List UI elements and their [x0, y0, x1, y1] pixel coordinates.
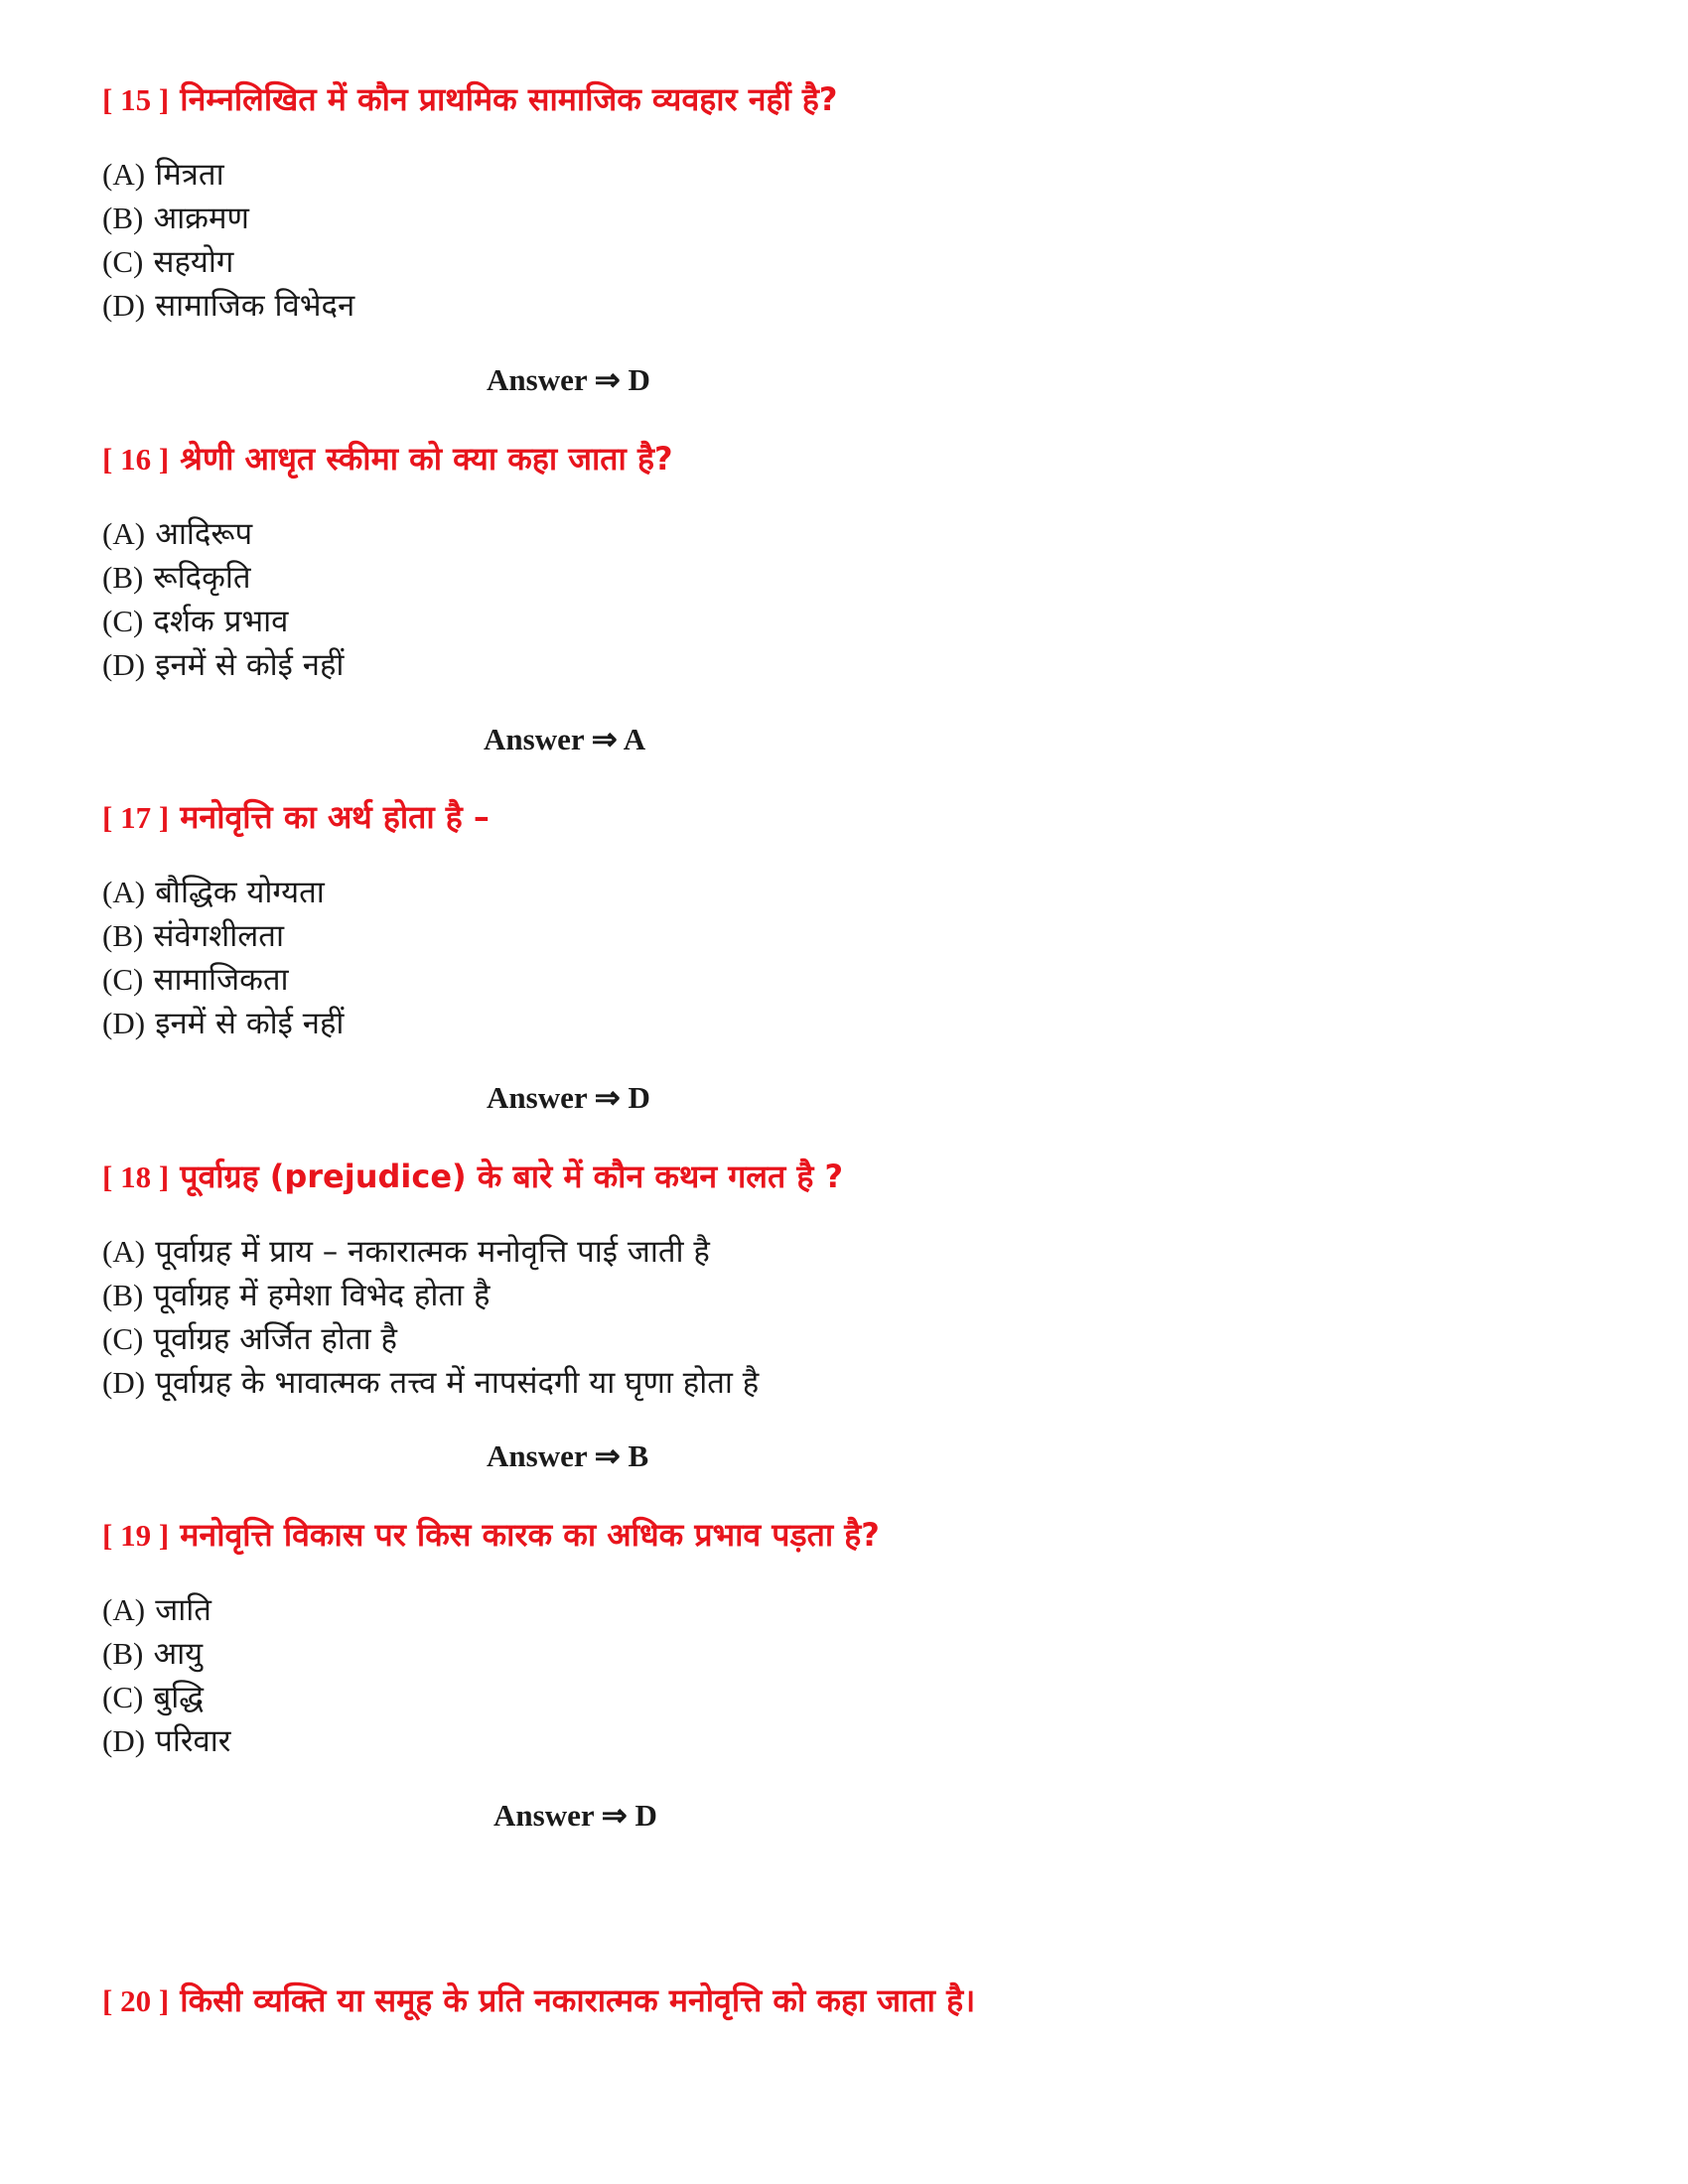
- option-text: रूदिकृति: [153, 560, 251, 596]
- option-text: इनमें से कोई नहीं: [155, 647, 345, 683]
- option-b: [102, 1273, 1592, 1316]
- option-d: [102, 642, 1592, 686]
- option-b: [102, 196, 1592, 239]
- question-heading: [102, 1513, 1592, 1558]
- option-letter: (D): [102, 647, 146, 682]
- question-heading: [102, 795, 1592, 840]
- option-a: [102, 1587, 1592, 1631]
- option-text: आयु: [153, 1636, 204, 1672]
- answer-18: Answer ⇒ B: [487, 1438, 649, 1473]
- question-text: किसी व्यक्ति या समूह के प्रति नकारात्मक मनोवृत्ति को कहा जाता है।: [180, 1981, 976, 2019]
- question-number: [ 16 ]: [102, 442, 170, 477]
- option-c: [102, 239, 1592, 283]
- option-letter: (D): [102, 288, 146, 323]
- question-16: [102, 437, 1592, 686]
- option-c: [102, 957, 1592, 1001]
- option-b: [102, 555, 1592, 599]
- option-letter: (A): [102, 1592, 146, 1627]
- question-number: [ 18 ]: [102, 1160, 170, 1194]
- option-c: [102, 1316, 1592, 1360]
- option-text: इनमें से कोई नहीं: [155, 1006, 345, 1041]
- option-d: [102, 1360, 1592, 1404]
- option-letter: (D): [102, 1723, 146, 1758]
- answer-15: Answer ⇒ D: [487, 362, 650, 397]
- question-text: पूर्वाग्रह (prejudice) के बारे में कौन कथन गलत है ?: [180, 1158, 844, 1195]
- option-letter: (B): [102, 1278, 144, 1312]
- option-letter: (C): [102, 1680, 144, 1714]
- option-text: आदिरूप: [155, 516, 253, 552]
- option-text: पूर्वाग्रह अर्जित होता है: [153, 1321, 397, 1357]
- question-15: [102, 77, 1592, 327]
- option-text: संवेगशीलता: [153, 918, 284, 954]
- option-letter: (B): [102, 918, 144, 953]
- option-list: [102, 152, 1592, 327]
- option-text: पूर्वाग्रह में प्राय – नकारात्मक मनोवृत्ति पाई जाती है: [155, 1234, 710, 1270]
- question-text: श्रेणी आधृत स्कीमा को क्या कहा जाता है?: [180, 440, 673, 478]
- option-letter: (B): [102, 1636, 144, 1671]
- option-text: सहयोग: [153, 244, 234, 280]
- answer-16: Answer ⇒ A: [484, 722, 646, 756]
- answer-19: Answer ⇒ D: [493, 1798, 657, 1833]
- option-letter: (B): [102, 560, 144, 595]
- question-heading: [102, 1979, 1592, 2023]
- question-18: [102, 1155, 1592, 1404]
- question-19: [102, 1513, 1592, 1762]
- question-text: मनोवृत्ति विकास पर किस कारक का अधिक प्रभाव पड़ता है?: [180, 1516, 880, 1554]
- option-letter: (C): [102, 1321, 144, 1356]
- option-d: [102, 1001, 1592, 1044]
- option-letter: (B): [102, 201, 144, 235]
- question-heading: [102, 1155, 1592, 1199]
- option-list: [102, 511, 1592, 686]
- question-heading: [102, 77, 1592, 122]
- question-number: [ 20 ]: [102, 1983, 170, 2018]
- option-letter: (A): [102, 875, 146, 909]
- option-letter: (A): [102, 1234, 146, 1269]
- option-a: [102, 511, 1592, 555]
- question-number: [ 19 ]: [102, 1518, 170, 1553]
- option-list: [102, 870, 1592, 1044]
- option-text: मित्रता: [155, 157, 224, 193]
- question-20: [102, 1979, 1592, 2023]
- option-text: सामाजिकता: [153, 962, 289, 998]
- question-text: मनोवृत्ति का अर्थ होता है –: [180, 798, 490, 836]
- option-text: दर्शक प्रभाव: [153, 604, 289, 639]
- option-letter: (A): [102, 157, 146, 192]
- option-d: [102, 1718, 1592, 1762]
- option-d: [102, 283, 1592, 327]
- question-text: निम्नलिखित में कौन प्राथमिक सामाजिक व्यवहार नहीं है?: [180, 80, 838, 118]
- option-letter: (D): [102, 1006, 146, 1040]
- question-heading: [102, 437, 1592, 481]
- option-text: सामाजिक विभेदन: [155, 288, 355, 324]
- option-list: [102, 1229, 1592, 1404]
- option-a: [102, 152, 1592, 196]
- option-b: [102, 913, 1592, 957]
- option-text: पूर्वाग्रह के भावात्मक तत्त्व में नापसंदगी या घृणा होता है: [155, 1365, 760, 1401]
- question-number: [ 17 ]: [102, 800, 170, 835]
- option-text: जाति: [155, 1592, 211, 1628]
- answer-17: Answer ⇒ D: [487, 1080, 650, 1115]
- option-text: बौद्धिक योग्यता: [155, 875, 325, 910]
- question-number: [ 15 ]: [102, 82, 170, 117]
- option-c: [102, 599, 1592, 642]
- option-letter: (C): [102, 244, 144, 279]
- option-a: [102, 870, 1592, 913]
- option-a: [102, 1229, 1592, 1273]
- option-text: पूर्वाग्रह में हमेशा विभेद होता है: [153, 1278, 491, 1313]
- option-c: [102, 1675, 1592, 1718]
- option-letter: (A): [102, 516, 146, 551]
- option-b: [102, 1631, 1592, 1675]
- option-list: [102, 1587, 1592, 1762]
- question-17: [102, 795, 1592, 1044]
- option-letter: (D): [102, 1365, 146, 1400]
- option-text: बुद्धि: [153, 1680, 204, 1715]
- option-letter: (C): [102, 604, 144, 638]
- option-text: परिवार: [155, 1723, 231, 1759]
- option-letter: (C): [102, 962, 144, 997]
- option-text: आक्रमण: [153, 201, 249, 236]
